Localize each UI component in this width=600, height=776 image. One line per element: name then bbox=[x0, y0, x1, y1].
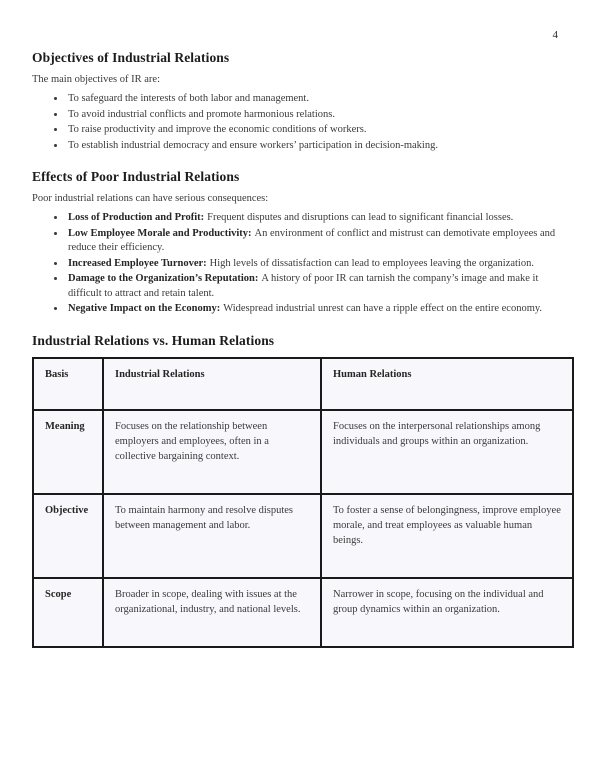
heading-comparison: Industrial Relations vs. Human Relations bbox=[32, 332, 275, 348]
bullet-text: High levels of dissatisfaction can lead to employees leaving the organization. bbox=[209, 257, 534, 269]
bullet-text: An environment of conflict and mistrust can demotivate employees and reduce their efficiency. bbox=[68, 227, 556, 253]
section-effects bbox=[32, 169, 570, 317]
bullet-lead: Low Employee Morale and Productivity: bbox=[68, 227, 252, 239]
bullet-lead: Damage to the Organization’s Reputation: bbox=[68, 273, 259, 284]
table-header-human: Human Relations bbox=[321, 358, 573, 410]
list-item: • To avoid industrial conflicts and promote harmonious relations. bbox=[66, 108, 570, 123]
bullet-text: Frequent disputes and disruptions can lead to significant financial losses. bbox=[207, 212, 514, 223]
list-item bbox=[66, 257, 570, 272]
list-item: • To raise productivity and improve the economic conditions of workers. bbox=[66, 123, 570, 138]
list-item bbox=[66, 272, 570, 301]
list-item bbox=[66, 302, 570, 317]
industrial-cell: Broader in scope, dealing with issues at the organizational, industry, and national levels. bbox=[103, 578, 321, 647]
list-item bbox=[66, 227, 570, 256]
bullet-text: A history of poor IR can tarnish the company’s image and make it difficult to attract and retain talent. bbox=[68, 273, 539, 299]
table-header-row bbox=[33, 358, 573, 410]
intro-objectives: The main objectives of IR are: bbox=[32, 74, 160, 85]
section-comparison bbox=[32, 333, 570, 648]
page-number: 4 bbox=[552, 29, 558, 41]
table-header-basis: Basis bbox=[33, 358, 103, 410]
bullet-lead: Negative Impact on the Economy: bbox=[68, 303, 221, 314]
table-row bbox=[33, 494, 573, 578]
bullet-text: Widespread industrial unrest can have a ripple effect on the entire economy. bbox=[223, 303, 543, 314]
bullet-lead: Loss of Production and Profit: bbox=[68, 212, 205, 223]
basis-cell: Objective bbox=[33, 494, 103, 578]
industrial-cell: Focuses on the relationship between employers and employees, often in a collective bargaining context. bbox=[103, 410, 321, 494]
comparison-table bbox=[32, 357, 574, 648]
human-cell: Narrower in scope, focusing on the individual and group dynamics within an organization. bbox=[321, 578, 573, 647]
section-objectives bbox=[32, 50, 570, 153]
human-cell: Focuses on the interpersonal relationships among individuals and groups within an organization. bbox=[321, 410, 573, 494]
basis-cell: Meaning bbox=[33, 410, 103, 494]
table-row bbox=[33, 410, 573, 494]
human-cell: To foster a sense of belongingness, improve employee morale, and treat employees as valuable human beings. bbox=[321, 494, 573, 578]
effects-bullet-list bbox=[32, 211, 570, 317]
table-row bbox=[33, 578, 573, 647]
intro-effects: Poor industrial relations can have serious consequences: bbox=[32, 193, 269, 204]
list-item: • To establish industrial democracy and ensure workers’ participation in decision-making. bbox=[66, 139, 570, 154]
heading-objectives: Objectives of Industrial Relations bbox=[32, 50, 230, 65]
basis-cell: Scope bbox=[33, 578, 103, 647]
bullet-lead: Increased Employee Turnover: bbox=[68, 257, 207, 269]
heading-effects: Effects of Poor Industrial Relations bbox=[32, 169, 240, 184]
objectives-bullet-list bbox=[32, 92, 570, 153]
industrial-cell: To maintain harmony and resolve disputes between management and labor. bbox=[103, 494, 321, 578]
list-item: • To safeguard the interests of both labor and management. bbox=[66, 92, 570, 107]
table-header-industrial: Industrial Relations bbox=[103, 358, 321, 410]
list-item bbox=[66, 211, 570, 226]
